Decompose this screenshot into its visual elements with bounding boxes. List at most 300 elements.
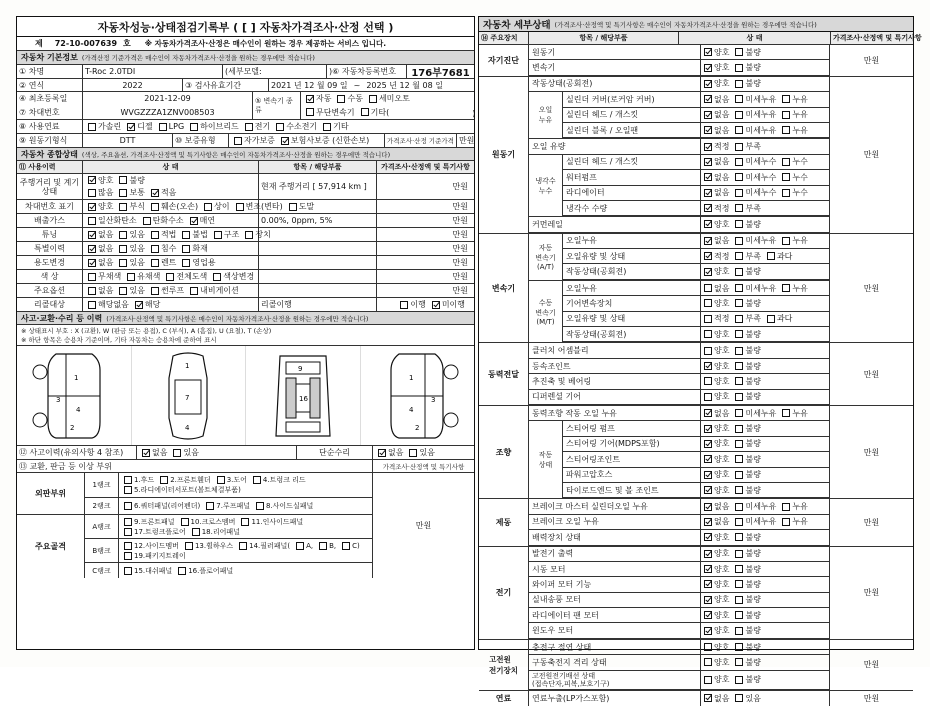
parts-rank-row: 2랭크 6.쿼터패널(리어펜더) 7.루프패널 8.사이드실패널: [85, 498, 372, 514]
checkbox[interactable]: [245, 123, 253, 131]
option: 4.트렁크 리드: [250, 475, 306, 485]
checkbox[interactable]: [704, 299, 712, 307]
first-registration-date: 2021-12-09: [144, 94, 191, 104]
checkbox[interactable]: [735, 299, 743, 307]
left-panel: [16, 16, 475, 650]
checkbox[interactable]: [253, 476, 261, 484]
section-transmission: 변속기 자동 변속기 (A/T) 오일누유 없음 미세누유 누유 오일유량 및 상태 적정 부족 과다 작동상태(공회전) 양호 불량 수동 변속기 (M/T) 오일누유 없음 미세누유 누유 기어변속장치 양호 불량 오일유량 및 상태 적정 부족 과다 작동상태(공회전) 양호 불량 만원: [479, 234, 913, 344]
engine-type: DTT: [83, 134, 173, 147]
checkbox[interactable]: [88, 176, 96, 184]
checkbox[interactable]: [124, 552, 132, 560]
checkbox[interactable]: [704, 220, 712, 228]
option: 영업용: [179, 257, 215, 268]
checkbox[interactable]: [735, 533, 743, 541]
checkbox[interactable]: [342, 542, 350, 550]
option: 내비게이션: [187, 285, 239, 296]
checkbox[interactable]: [190, 287, 198, 295]
checkbox[interactable]: [88, 189, 96, 197]
detail-row: 스티어링조인트 양호 불량: [563, 452, 829, 467]
svg-text:16: 16: [298, 394, 308, 403]
checkbox[interactable]: [241, 518, 249, 526]
parts-rank-row: A랭크 9.프론트패널 10.크로스멤버 11.인사이드패널 17.트렁크플로어 18.리어패널: [85, 515, 372, 539]
checkbox[interactable]: [119, 259, 127, 267]
option: 변조(변타): [233, 201, 283, 212]
checkbox[interactable]: [735, 658, 743, 666]
option: 있음: [170, 447, 198, 458]
summary-row: 주행거리 및 계기상태 양호 불량 많음 보통 적음 현재 주행거리 [ 57,914 km ] 만원: [17, 174, 474, 200]
record-number-row: 제 72-10-007639 호 ※ 자동차가격조사·산정은 매수인이 원하는 경우 제공하는 서비스 입니다.: [17, 37, 474, 51]
detail-row: 작동상태(공회전) 양호 불량: [563, 264, 829, 279]
checkbox[interactable]: [735, 550, 743, 558]
checkbox[interactable]: [119, 176, 127, 184]
option: 5.라디에이터서포트(볼트체결부품): [121, 485, 241, 495]
car-diagrams: [17, 346, 474, 446]
checkbox[interactable]: [704, 518, 712, 526]
checkbox[interactable]: [735, 627, 743, 635]
checkbox[interactable]: [735, 111, 743, 119]
checkbox[interactable]: [735, 362, 743, 370]
checkbox[interactable]: [735, 252, 743, 260]
checkbox[interactable]: [119, 287, 127, 295]
option: 17.트렁크플로어: [121, 527, 186, 537]
checkbox[interactable]: [704, 189, 712, 197]
detail-row: 커먼레일 양호 불량: [529, 217, 829, 232]
checkbox[interactable]: [127, 123, 135, 131]
checkbox[interactable]: [704, 627, 712, 635]
svg-text:1: 1: [185, 361, 190, 370]
svg-text:3: 3: [55, 395, 61, 404]
car-name-row: ① 차명 T-Roc 2.0TDI (세부모델: )⑥ 자동차등록번호 176부7681: [17, 65, 474, 79]
detail-row: 배력장치 상태 양호 불량: [529, 530, 829, 545]
checkbox[interactable]: [704, 658, 712, 666]
option: 있음: [406, 447, 434, 458]
option: 적법: [148, 229, 176, 240]
section-fuel: 연료 연료누출(LP가스포함) 없음 있음 만원: [479, 691, 913, 706]
checkbox[interactable]: [88, 123, 96, 131]
checkbox[interactable]: [306, 95, 314, 103]
svg-text:4: 4: [185, 423, 190, 432]
option: 썬루프: [148, 285, 184, 296]
checkbox[interactable]: [704, 268, 712, 276]
option: 있음: [116, 243, 144, 254]
checkbox[interactable]: [400, 301, 408, 309]
parts-group: 외판부위 1랭크 1.후드 2.프론트휀더 3.도어 4.트렁크 리드 5.라디에이터서포트(볼트체결부품) 2랭크 6.쿼터패널(리어펜더) 7.루프패널 8.사이드실패널: [17, 473, 372, 515]
checkbox[interactable]: [185, 542, 193, 550]
detail-row: 구동축전지 격리 상태 양호 불량: [529, 655, 829, 670]
checkbox[interactable]: [704, 173, 712, 181]
checkbox[interactable]: [704, 409, 712, 417]
detail-row: 윈도우 모터 양호 불량: [529, 623, 829, 638]
option: A,: [293, 542, 313, 550]
checkbox[interactable]: [782, 126, 790, 134]
detail-row: 연료누출(LP가스포함) 없음 있음: [529, 691, 829, 706]
checkbox[interactable]: [143, 217, 151, 225]
option: 양호: [85, 201, 113, 212]
svg-text:1: 1: [73, 373, 79, 382]
checkbox[interactable]: [378, 449, 386, 457]
checkbox[interactable]: [735, 518, 743, 526]
checkbox[interactable]: [782, 158, 790, 166]
checkbox[interactable]: [124, 502, 132, 510]
summary-row: 주요옵션 없음 있음 썬루프 내비게이션 만원: [17, 284, 474, 298]
option: 자동: [303, 93, 331, 104]
checkbox[interactable]: [337, 95, 345, 103]
checkbox[interactable]: [735, 143, 743, 151]
checkbox[interactable]: [151, 189, 159, 197]
detail-row: 클러치 어셈블리 양호 불량: [529, 343, 829, 358]
checkbox[interactable]: [735, 643, 743, 651]
section-power-transfer: 동력전달 클러치 어셈블리 양호 불량 등속조인트 양호 불량 추진축 및 베어링 양호 불량 디퍼렌셜 기어 양호 불량 만원: [479, 343, 913, 406]
checkbox[interactable]: [151, 259, 159, 267]
checkbox[interactable]: [124, 476, 132, 484]
option: 불법: [179, 229, 207, 240]
summary-row: 배출가스 일산화탄소 탄화수소 매연 0.00%, 0ppm, 5% 만원: [17, 214, 474, 228]
checkbox[interactable]: [182, 231, 190, 239]
detail-row: 파워고압호스 양호 불량: [563, 468, 829, 483]
checkbox[interactable]: [166, 273, 174, 281]
checkbox[interactable]: [704, 237, 712, 245]
checkbox[interactable]: [88, 287, 96, 295]
checkbox[interactable]: [151, 287, 159, 295]
checkbox[interactable]: [735, 204, 743, 212]
checkbox[interactable]: [735, 48, 743, 56]
option: 없음: [85, 257, 113, 268]
checkbox[interactable]: [735, 694, 743, 702]
option: 보험사보증 (신한손보): [278, 135, 369, 146]
checkbox[interactable]: [119, 203, 127, 211]
checkbox[interactable]: [704, 252, 712, 260]
option: 무채색: [85, 271, 121, 282]
checkbox[interactable]: [704, 80, 712, 88]
option: 훼손(오손): [148, 201, 198, 212]
option: 많음: [85, 187, 113, 198]
checkbox[interactable]: [704, 347, 712, 355]
option: 없음: [85, 229, 113, 240]
option: 해당없음: [85, 299, 129, 310]
svg-text:1: 1: [409, 373, 414, 382]
checkbox[interactable]: [735, 596, 743, 604]
checkbox[interactable]: [704, 486, 712, 494]
detail-row: 라디에이터 팬 모터 양호 불량: [529, 608, 829, 623]
checkbox[interactable]: [735, 237, 743, 245]
checkbox[interactable]: [735, 220, 743, 228]
car-name: T-Roc 2.0TDI: [83, 65, 223, 78]
checkbox[interactable]: [88, 245, 96, 253]
detail-row: 실내송풍 모터 양호 불량: [529, 593, 829, 608]
checkbox[interactable]: [88, 259, 96, 267]
checkbox[interactable]: [88, 203, 96, 211]
car-diagram-frame: [246, 346, 361, 445]
checkbox[interactable]: [178, 567, 186, 575]
checkbox[interactable]: [735, 347, 743, 355]
summary-row: 차대번호 표기 양호 부식 훼손(오손) 상이 변조(변타) 도말 만원: [17, 200, 474, 214]
checkbox[interactable]: [245, 231, 253, 239]
checkbox[interactable]: [782, 409, 790, 417]
checkbox[interactable]: [704, 204, 712, 212]
checkbox[interactable]: [735, 425, 743, 433]
car-diagram-top: [132, 346, 247, 445]
detail-row: 실린더 헤드 / 개스킷 없음 미세누수 누수: [563, 155, 829, 170]
option: 전체도색: [163, 271, 207, 282]
checkbox[interactable]: [182, 245, 190, 253]
checkbox[interactable]: [735, 393, 743, 401]
detail-row: 오일누유 없음 미세누유 누유: [563, 234, 829, 249]
parts-group: 주요골격 A랭크 9.프론트패널 10.크로스멤버 11.인사이드패널 17.트렁크플로어 18.리어패널 B랭크 12.사이드멤버 13.휠하우스 14.필러패널( A, B, C) 19.패키지트레이 C랭크 15.대쉬패널 16.플로어패널: [17, 515, 372, 578]
checkbox[interactable]: [88, 231, 96, 239]
svg-text:2: 2: [415, 423, 420, 432]
checkbox[interactable]: [735, 409, 743, 417]
checkbox[interactable]: [704, 580, 712, 588]
option: 12.사이드멤버: [121, 541, 179, 551]
detail-row: 충전구 절연 상태 양호 불량: [529, 640, 829, 655]
checkbox[interactable]: [192, 528, 200, 536]
parts-rank-row: B랭크 12.사이드멤버 13.휠하우스 14.필러패널( A, B, C) 19.패키지트레이: [85, 539, 372, 563]
option: 10.크로스멤버: [178, 517, 236, 527]
checkbox[interactable]: [704, 126, 712, 134]
checkbox[interactable]: [704, 393, 712, 401]
checkbox[interactable]: [735, 80, 743, 88]
checkbox[interactable]: [704, 550, 712, 558]
checkbox[interactable]: [767, 315, 775, 323]
checkbox[interactable]: [704, 330, 712, 338]
checkbox[interactable]: [782, 173, 790, 181]
option: 19.패키지트레이: [121, 551, 186, 561]
checkbox[interactable]: [704, 565, 712, 573]
option: 없음: [139, 447, 167, 458]
checkbox[interactable]: [735, 268, 743, 276]
checkbox[interactable]: [704, 676, 712, 684]
checkbox[interactable]: [124, 542, 132, 550]
svg-text:2: 2: [69, 423, 75, 432]
checkbox[interactable]: [735, 126, 743, 134]
detail-row: 변속기 양호 불량: [529, 60, 829, 75]
checkbox[interactable]: [119, 245, 127, 253]
checkbox[interactable]: [704, 111, 712, 119]
checkbox[interactable]: [735, 189, 743, 197]
checkbox[interactable]: [217, 476, 225, 484]
right-panel: [478, 16, 922, 703]
checkbox[interactable]: [735, 330, 743, 338]
option: 2.프론트휀더: [157, 475, 211, 485]
detail-column-headers: ⑭ 주요장치 항목 / 해당부품 상 태 가격조사·산정액 및 특기사항: [479, 32, 913, 45]
detail-row: 시동 모터 양호 불량: [529, 562, 829, 577]
checkbox[interactable]: [782, 189, 790, 197]
checkbox[interactable]: [323, 123, 331, 131]
detail-row: 오일유량 및 상태 적정 부족 과다: [563, 249, 829, 264]
checkbox[interactable]: [409, 449, 417, 457]
detail-row: 스티어링 펌프 양호 불량: [563, 421, 829, 436]
detail-sections: [479, 45, 913, 706]
checkbox[interactable]: [735, 284, 743, 292]
checkbox[interactable]: [135, 301, 143, 309]
checkbox[interactable]: [319, 542, 327, 550]
checkbox[interactable]: [276, 123, 284, 131]
detail-row: 브레이크 마스터 실린더오일 누유 없음 미세누유 누유: [529, 499, 829, 514]
checkbox[interactable]: [88, 273, 96, 281]
checkbox[interactable]: [361, 108, 369, 116]
checkbox[interactable]: [704, 455, 712, 463]
checkbox[interactable]: [239, 542, 247, 550]
checkbox[interactable]: [704, 377, 712, 385]
checkbox[interactable]: [704, 643, 712, 651]
parts-rank-row: 1랭크 1.후드 2.프론트휀더 3.도어 4.트렁크 리드 5.라디에이터서포트(볼트체결부품): [85, 473, 372, 498]
checkbox[interactable]: [782, 237, 790, 245]
checkbox[interactable]: [142, 449, 150, 457]
checkbox[interactable]: [704, 48, 712, 56]
simple-repair-options: [373, 446, 474, 459]
option: 불량: [116, 175, 144, 186]
option: 이행: [397, 299, 425, 310]
checkbox[interactable]: [782, 503, 790, 511]
option: 기타(: [358, 107, 390, 118]
svg-text:4: 4: [75, 405, 81, 414]
checkbox[interactable]: [782, 284, 790, 292]
checkbox[interactable]: [369, 95, 377, 103]
checkbox[interactable]: [782, 95, 790, 103]
detail-row: 오일 유량 적정 부족: [529, 139, 829, 154]
option: 자가보증: [231, 135, 275, 146]
checkbox[interactable]: [735, 471, 743, 479]
checkbox[interactable]: [704, 362, 712, 370]
checkbox[interactable]: [124, 567, 132, 575]
checkbox[interactable]: [704, 440, 712, 448]
checkbox[interactable]: [735, 503, 743, 511]
parts-rank-row: C랭크 15.대쉬패널 16.플로어패널: [85, 563, 372, 578]
checkbox[interactable]: [735, 95, 743, 103]
checkbox[interactable]: [767, 252, 775, 260]
checkbox[interactable]: [735, 455, 743, 463]
option: 유채색: [124, 271, 160, 282]
detail-row: 오일유량 및 상태 적정 부족 과다: [563, 312, 829, 327]
checkbox[interactable]: [704, 284, 712, 292]
checkbox[interactable]: [119, 189, 127, 197]
option: 구조: [211, 229, 239, 240]
checkbox[interactable]: [735, 315, 743, 323]
inspection-period: 2021 년 12 월 09 일 ~ 2025 년 12 월 08 일: [271, 80, 443, 90]
checkbox[interactable]: [190, 123, 198, 131]
section-self-diagnosis: 자기진단 원동기 양호 불량 변속기 양호 불량 만원: [479, 45, 913, 77]
checkbox[interactable]: [204, 203, 212, 211]
checkbox[interactable]: [735, 64, 743, 72]
checkbox[interactable]: [234, 137, 242, 145]
checkbox[interactable]: [127, 273, 135, 281]
detail-row: 고전원전기배선 상태 (접속단자,피복,보호기구) 양호 불량: [529, 671, 829, 690]
checkbox[interactable]: [181, 518, 189, 526]
option: LPG: [156, 122, 184, 131]
detail-row: 실린더 블록 / 오일팬 없음 미세누유 누유: [563, 123, 829, 138]
section-electrical: 전기 발전기 출력 양호 불량 시동 모터 양호 불량 와이퍼 모터 기능 양호 불량 실내송풍 모터 양호 불량 라디에이터 팬 모터 양호 불량 윈도우 모터 양호 불량 만원: [479, 547, 913, 640]
checkbox[interactable]: [704, 315, 712, 323]
summary-row: 색 상 무채색 유채색 전체도색 색상변경 만원: [17, 270, 474, 284]
option: 11.인사이드패널: [238, 517, 303, 527]
document-title: 자동차성능·상태점검기록부 ( [ ] 자동차가격조사·산정 선택 ): [17, 17, 474, 37]
checkbox[interactable]: [704, 533, 712, 541]
checkbox[interactable]: [735, 580, 743, 588]
detail-row: 디퍼렌셜 기어 양호 불량: [529, 390, 829, 405]
checkbox[interactable]: [704, 143, 712, 151]
checkbox[interactable]: [182, 259, 190, 267]
checkbox[interactable]: [173, 449, 181, 457]
checkbox[interactable]: [124, 518, 132, 526]
checkbox[interactable]: [256, 502, 264, 510]
option: 9.프론트패널: [121, 517, 175, 527]
year-row: ② 연식 2022 ③ 검사유효기간 2021 년 12 월 09 일 ~ 2025 년 12 월 08 일: [17, 79, 474, 92]
checkbox[interactable]: [159, 123, 167, 131]
checkbox[interactable]: [782, 111, 790, 119]
section-brake: 제동 브레이크 마스터 실린더오일 누유 없음 미세누유 누유 브레이크 오일 누유 없음 미세누유 누유 배력장치 상태 양호 불량 만원: [479, 499, 913, 546]
option: 하이브리드: [187, 121, 239, 132]
checkbox[interactable]: [704, 64, 712, 72]
checkbox[interactable]: [735, 565, 743, 573]
option: 있음: [116, 229, 144, 240]
checkbox[interactable]: [190, 217, 198, 225]
section-high-voltage: 고전원 전기장치 충전구 절연 상태 양호 불량 구동축전지 격리 상태 양호 불량 고전원전기배선 상태 (접속단자,피복,보호기구) 양호 불량 만원: [479, 640, 913, 691]
checkbox[interactable]: [735, 676, 743, 684]
svg-text:4: 4: [409, 405, 414, 414]
registration-number: 176부7681: [411, 68, 470, 79]
checkbox[interactable]: [151, 203, 159, 211]
checkbox[interactable]: [281, 137, 289, 145]
svg-text:9: 9: [297, 364, 303, 373]
checkbox[interactable]: [704, 611, 712, 619]
checkbox[interactable]: [88, 301, 96, 309]
checkbox[interactable]: [735, 158, 743, 166]
option: 수소전기: [273, 121, 317, 132]
checkbox[interactable]: [306, 108, 314, 116]
detail-row: 작동상태(공회전) 양호 불량: [529, 77, 829, 92]
checkbox[interactable]: [782, 518, 790, 526]
checkbox[interactable]: [160, 476, 168, 484]
checkbox[interactable]: [735, 611, 743, 619]
detail-row: 브레이크 오일 누유 없음 미세누유 누유: [529, 515, 829, 530]
checkbox[interactable]: [704, 158, 712, 166]
checkbox[interactable]: [214, 231, 222, 239]
checkbox[interactable]: [236, 203, 244, 211]
checkbox[interactable]: [735, 486, 743, 494]
option: 해당: [132, 299, 160, 310]
checkbox[interactable]: [206, 502, 214, 510]
option: 도말: [286, 201, 314, 212]
checkbox[interactable]: [289, 203, 297, 211]
checkbox[interactable]: [704, 503, 712, 511]
checkbox[interactable]: [735, 440, 743, 448]
option: 수동: [334, 93, 362, 104]
checkbox[interactable]: [704, 95, 712, 103]
checkbox[interactable]: [432, 301, 440, 309]
checkbox[interactable]: [296, 542, 304, 550]
checkbox[interactable]: [735, 377, 743, 385]
option: 7.루프패널: [203, 501, 250, 511]
detail-row: 발전기 출력 양호 불량: [529, 547, 829, 562]
checkbox[interactable]: [124, 486, 132, 494]
checkbox[interactable]: [704, 425, 712, 433]
option: 색상변경: [210, 271, 254, 282]
checkbox[interactable]: [704, 694, 712, 702]
checkbox[interactable]: [735, 173, 743, 181]
checkbox[interactable]: [151, 231, 159, 239]
checkbox[interactable]: [151, 245, 159, 253]
svg-text:7: 7: [185, 393, 190, 402]
fuel-row: ⑧ 사용연료 가솔린 디젤 LPG 하이브리드 전기 수소전기 기타: [17, 120, 474, 134]
checkbox[interactable]: [213, 273, 221, 281]
checkbox[interactable]: [124, 528, 132, 536]
model-year: 2022: [83, 79, 183, 91]
detail-row: 동력조향 작동 오일 누유 없음 미세누유 누유: [529, 406, 829, 421]
checkbox[interactable]: [704, 596, 712, 604]
checkbox[interactable]: [119, 231, 127, 239]
checkbox[interactable]: [88, 217, 96, 225]
checkbox[interactable]: [704, 471, 712, 479]
